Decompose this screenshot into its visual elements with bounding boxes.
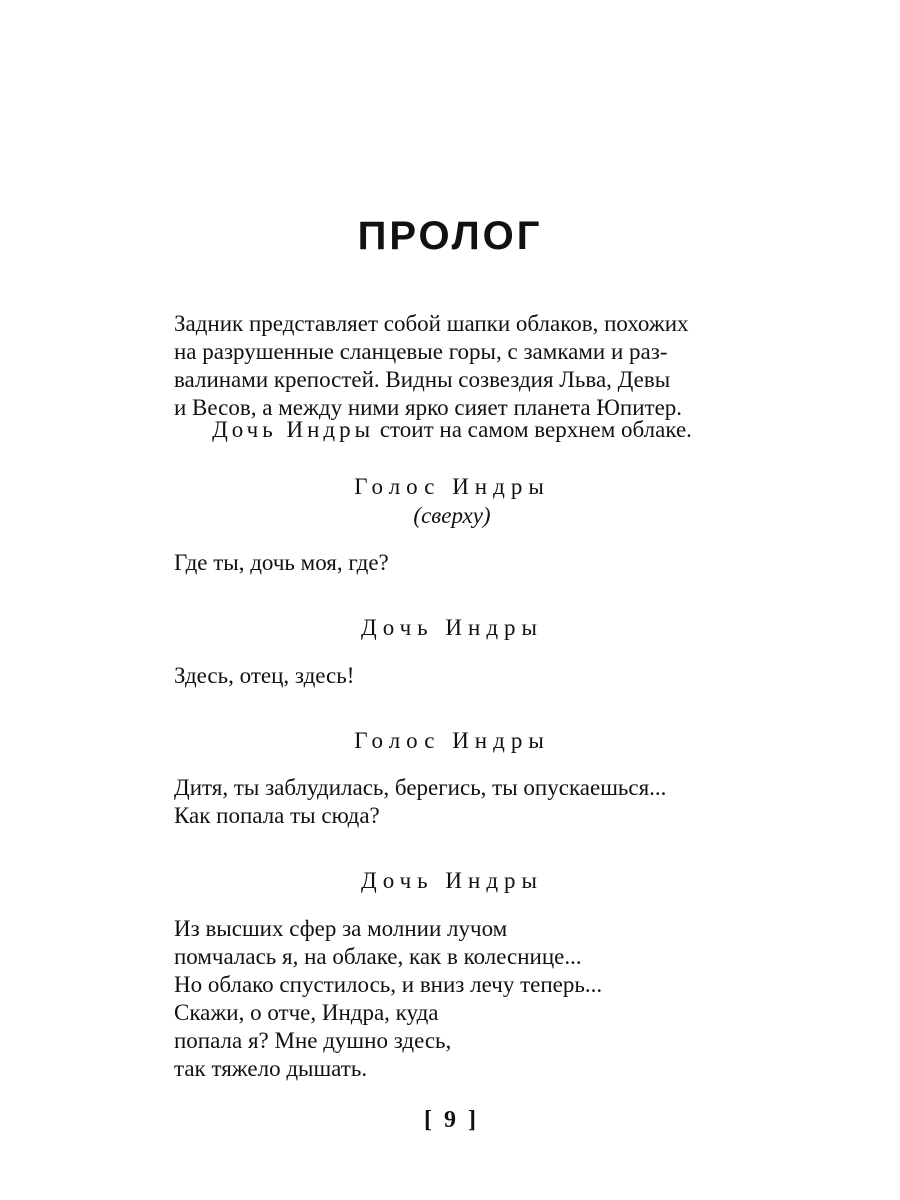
stage-direction-line: Задник представляет собой шапки облаков, похожих xyxy=(174,311,689,336)
speaker-name: Дочь Индры xyxy=(361,868,543,893)
stage-note-text: стоит на самом верхнем облаке. xyxy=(374,417,692,442)
speech-line: Где ты, дочь моя, где? xyxy=(174,550,389,575)
chapter-title: ПРОЛОГ xyxy=(357,213,543,258)
stage-note-character: Дочь Индры xyxy=(212,417,375,442)
speech-block xyxy=(174,774,754,830)
speech-line: Дитя, ты заблудилась, берегись, ты опускаешься... xyxy=(174,775,667,800)
page-number xyxy=(0,1104,900,1136)
speech-line: так тяжело дышать. xyxy=(174,1056,368,1081)
speaker-name: Голос Индры xyxy=(354,728,550,753)
page-number-close-bracket: ] xyxy=(468,1107,476,1133)
speech-line: Но облако спустилось, и вниз лечу теперь... xyxy=(174,972,603,997)
speaker-direction: (сверху) xyxy=(413,503,491,528)
speech-line: Здесь, отец, здесь! xyxy=(174,663,355,688)
speaker-name: Голос Индры xyxy=(354,474,550,499)
page-number-open-bracket: [ xyxy=(424,1107,432,1133)
page-number-value: 9 xyxy=(444,1107,456,1133)
speech-line: попала я? Мне душно здесь, xyxy=(174,1028,452,1053)
speech-line: Из высших сфер за молнии лучом xyxy=(174,916,508,941)
speech-block xyxy=(174,549,754,577)
speech-block xyxy=(174,915,754,1083)
speech-line: Скажи, о отче, Индра, куда xyxy=(174,1000,439,1025)
stage-direction xyxy=(174,310,730,422)
stage-direction-line: и Весов, а между ними ярко сияет планета Юпитер. xyxy=(174,395,683,420)
stage-direction-line: на разрушенные сланцевые горы, с замками и раз- xyxy=(174,339,668,364)
speech-line: Как попала ты сюда? xyxy=(174,803,380,828)
stage-direction-line: валинами крепостей. Видны созвездия Льва, Девы xyxy=(174,367,671,392)
speech-block xyxy=(174,662,754,690)
speech-line: помчалась я, на облаке, как в колеснице... xyxy=(174,944,582,969)
stage-note xyxy=(174,416,730,444)
speaker-name: Дочь Индры xyxy=(361,615,543,640)
